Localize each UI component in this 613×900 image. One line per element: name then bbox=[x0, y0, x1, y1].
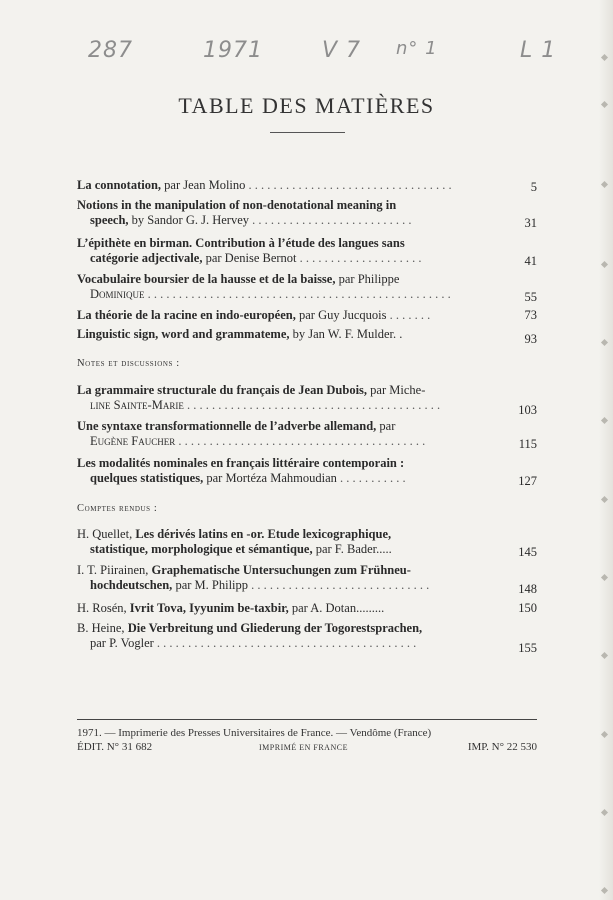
review-author: I. T. Piirainen, bbox=[77, 563, 152, 577]
entry-page: 93 bbox=[524, 332, 537, 346]
binding-mark bbox=[601, 652, 608, 659]
entry-title: Ivrit Tova, Iyyunim be-taxbir, bbox=[129, 601, 289, 615]
entry-author: par bbox=[376, 419, 396, 433]
entry-author-cont: line Sainte-Marie bbox=[90, 397, 184, 412]
footer-divider bbox=[77, 719, 537, 720]
binding-mark bbox=[601, 339, 608, 346]
entry-title: L’épithète en birman. Contribution à l’étude des langues sans bbox=[77, 236, 405, 250]
handwritten-number: 287 bbox=[88, 38, 133, 63]
entry-page: 73 bbox=[524, 308, 537, 322]
printed-in-france: IMPRIMÉ EN FRANCE bbox=[259, 743, 348, 752]
entry-author: par Mortéza Mahmoudian bbox=[203, 470, 337, 485]
entry-author: par Philippe bbox=[335, 272, 400, 286]
toc-entry bbox=[77, 527, 537, 559]
binding-mark bbox=[601, 887, 608, 894]
entry-title: Die Verbreitung und Gliederung der Togorestsprachen, bbox=[127, 621, 423, 635]
toc-entry bbox=[77, 327, 537, 346]
entry-title: La connotation, bbox=[77, 178, 162, 192]
binding-mark bbox=[601, 574, 608, 581]
entry-page: 41 bbox=[524, 254, 537, 268]
title-divider bbox=[270, 132, 345, 133]
handwritten-issue: n° 1 bbox=[396, 38, 438, 59]
entry-page: 150 bbox=[518, 601, 537, 615]
entry-title-cont: quelques statistiques, bbox=[90, 470, 204, 485]
entry-page: 148 bbox=[518, 582, 537, 596]
entry-title-cont: statistique, morphologique et sémantique, bbox=[90, 541, 313, 556]
entry-title-cont: catégorie adjectivale, bbox=[90, 250, 203, 265]
entry-author-cont: Dominique bbox=[90, 286, 145, 301]
entry-author: par Miche- bbox=[367, 383, 426, 397]
entry-author: par M. Philipp bbox=[172, 577, 249, 592]
entry-page: 115 bbox=[518, 437, 537, 451]
toc-entry: Une syntaxe transformationnelle de l’adverbe allemand, par Eugène Faucher . . . . . . . . . . . . . . . . . . . . . . . . . . . . . . . . . . . . . . . . 115 bbox=[77, 419, 537, 451]
entry-page: 31 bbox=[524, 216, 537, 230]
toc-entry: B. Heine, Die Verbreitung und Gliederung der Togorestsprachen, par P. Vogler . . . . . . . . . . . . . . . . . . . . . . . . . . . . . . . . . . . . . . . . . . 155 bbox=[77, 621, 537, 655]
toc-entry: L’épithète en birman. Contribution à l’étude des langues sans catégorie adjectivale, par Denise Bernot . . . . . . . . . . . . . . . . . . . . 41 bbox=[77, 236, 537, 268]
entry-title: Notions in the manipulation of non-denotational meaning in bbox=[77, 198, 397, 212]
entry-title: Une syntaxe transformationnelle de l’adverbe allemand, bbox=[77, 419, 377, 433]
entry-title: La théorie de la racine en indo-européen, bbox=[77, 308, 296, 322]
entry-title: Graphematische Untersuchungen zum Frühneu- bbox=[151, 563, 411, 577]
toc-entry: Notions in the manipulation of non-denotational meaning in speech, by Sandor G. J. Hervey . . . . . . . . . . . . . . . . . . . . . . . . . . 31 bbox=[77, 198, 537, 230]
entry-author: par A. Dotan......... bbox=[288, 601, 385, 615]
binding-mark bbox=[601, 181, 608, 188]
toc-entry: Vocabulaire boursier de la hausse et de la baisse, par Philippe Dominique . . . . . . . . . . . . . . . . . . . . . . . . . . . . . . . . . . . . . . . . . . . . . . . . . 55 bbox=[77, 272, 537, 304]
entry-page: 145 bbox=[518, 545, 537, 559]
binding-mark bbox=[601, 809, 608, 816]
toc-entry: I. T. Piirainen, Graphematische Untersuchungen zum Frühneu- hochdeutschen, par M. Philipp . . . . . . . . . . . . . . . . . . . . . . . . . . . . . 148 bbox=[77, 563, 537, 596]
entry-page: 103 bbox=[518, 403, 537, 417]
section-heading-notes: Notes et discussions : bbox=[77, 358, 180, 369]
entry-author: par Guy Jucquois bbox=[295, 308, 387, 322]
handwritten-volume: V 7 bbox=[322, 38, 362, 63]
binding-mark bbox=[601, 417, 608, 424]
binding-mark bbox=[601, 496, 608, 503]
toc-entry: Les modalités nominales en français littéraire contemporain : quelques statistiques, par Mortéza Mahmoudian . . . . . . . . . . . 127 bbox=[77, 456, 537, 488]
review-author: H. Rosén, bbox=[77, 601, 130, 615]
entry-author: par F. Bader..... bbox=[312, 541, 392, 556]
handwritten-mark: L 1 bbox=[520, 38, 557, 63]
toc-entry: La théorie de la racine en indo-européen, par Guy Jucquois . . . . . . . 73 bbox=[77, 308, 537, 322]
entry-title-cont: speech, bbox=[90, 212, 129, 227]
entry-page: 155 bbox=[518, 641, 537, 655]
entry-title: Les modalités nominales en français littéraire contemporain : bbox=[77, 456, 405, 470]
entry-title: Linguistic sign, word and grammateme, bbox=[77, 327, 290, 341]
toc-entry: La grammaire structurale du français de Jean Dubois, par Miche- line Sainte-Marie . . . . . . . . . . . . . . . . . . . . . . . . . . . . . . . . . . . . . . . . . 103 bbox=[77, 383, 537, 417]
entry-author-cont: Eugène Faucher bbox=[90, 433, 176, 448]
entry-author: par P. Vogler bbox=[90, 635, 154, 650]
entry-page: 127 bbox=[518, 474, 537, 488]
toc-entry: La connotation, par Jean Molino . . . . . . . . . . . . . . . . . . . . . . . . . . . . . . . . . 5 bbox=[77, 178, 537, 194]
entry-title-cont: hochdeutschen, bbox=[90, 577, 173, 592]
review-author: B. Heine, bbox=[77, 621, 128, 635]
printer-line: 1971. — Imprimerie des Presses Universitaires de France. — Vendôme (France) bbox=[77, 727, 432, 739]
handwritten-year: 1971 bbox=[203, 38, 263, 63]
binding-mark bbox=[601, 54, 608, 61]
binding-mark bbox=[601, 731, 608, 738]
edition-number: ÉDIT. N° 31 682 bbox=[77, 741, 153, 753]
impression-number: IMP. N° 22 530 bbox=[467, 741, 537, 753]
entry-page: 5 bbox=[530, 180, 537, 194]
review-author: H. Quellet, bbox=[77, 527, 136, 541]
entry-page: 55 bbox=[524, 290, 537, 304]
entry-author: par Denise Bernot bbox=[202, 250, 297, 265]
binding-mark bbox=[601, 261, 608, 268]
page-title: TABLE DES MATIÈRES bbox=[178, 93, 435, 118]
entry-author: by Jan W. F. Mulder. . bbox=[289, 327, 403, 341]
entry-title: La grammaire structurale du français de Jean Dubois, bbox=[77, 383, 368, 397]
entry-author: par Jean Molino bbox=[161, 178, 246, 192]
section-heading-reviews: Comptes rendus : bbox=[77, 503, 158, 514]
page-edge bbox=[599, 0, 613, 900]
entry-author: by Sandor G. J. Hervey bbox=[128, 212, 250, 227]
entry-title: Vocabulaire boursier de la hausse et de la baisse, bbox=[77, 272, 336, 286]
toc-entry bbox=[77, 601, 537, 616]
entry-title: Les dérivés latins en -or. Etude lexicographique, bbox=[135, 527, 392, 541]
